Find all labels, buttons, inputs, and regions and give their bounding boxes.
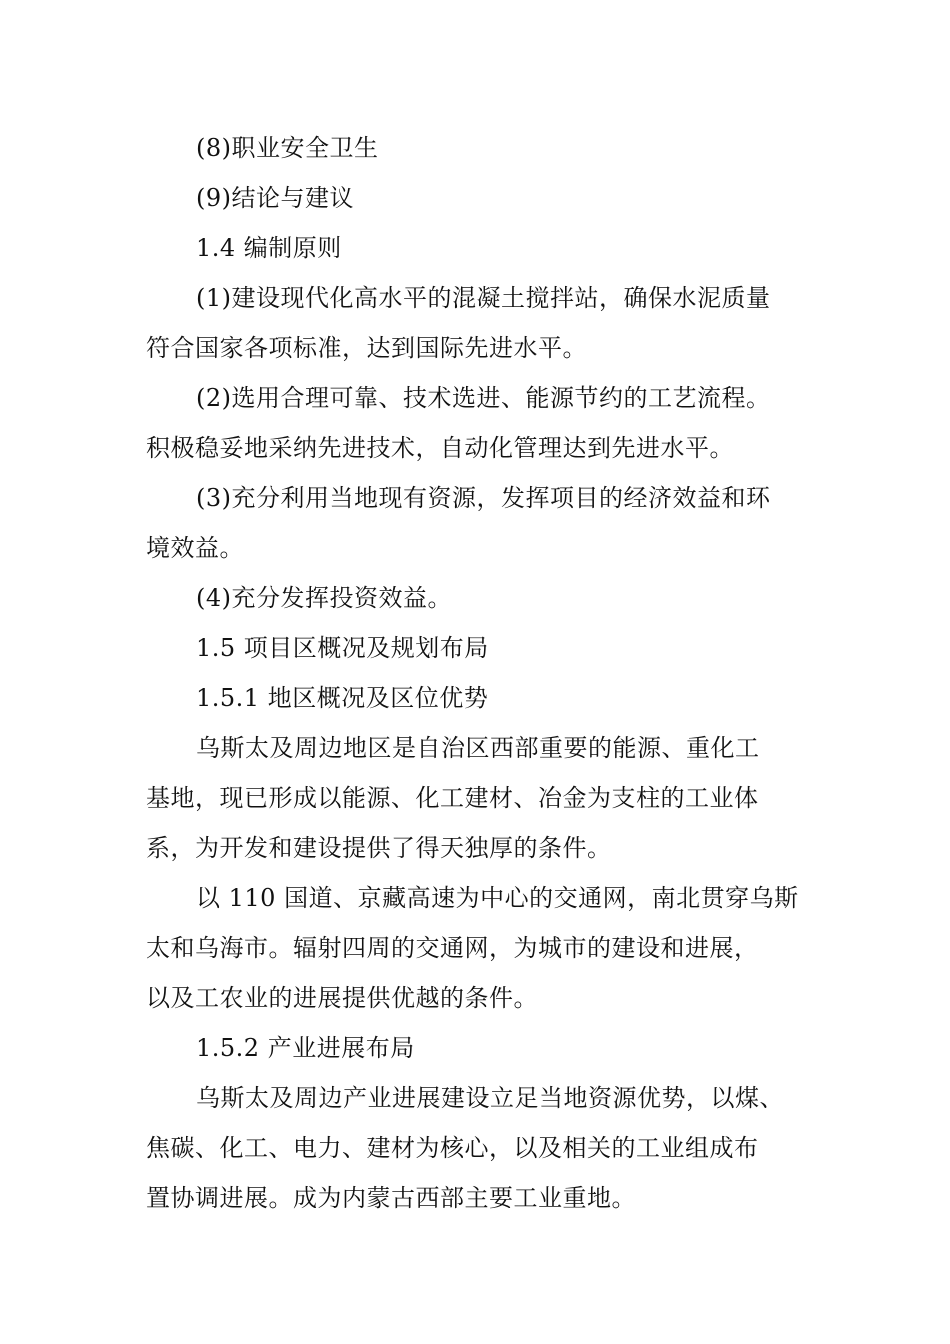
principle-2-line-1: (2)选用合理可靠、技术选进、能源节约的工艺流程。 xyxy=(196,384,771,412)
list-item-8: (8)职业安全卫生 xyxy=(196,134,379,162)
principle-3-line-2: 境效益。 xyxy=(146,534,244,562)
section-heading-1-4: 1.4 编制原则 xyxy=(196,234,342,262)
principle-1-line-2: 符合国家各项标准，达到国际先进水平。 xyxy=(146,334,587,362)
principle-4: (4)充分发挥投资效益。 xyxy=(196,584,452,612)
principle-1-line-1: (1)建设现代化高水平的混凝土搅拌站，确保水泥质量 xyxy=(196,284,771,312)
paragraph-traffic-line-2: 太和乌海市。辐射四周的交通网，为城市的建设和进展， xyxy=(146,934,759,962)
principle-2-line-2: 积极稳妥地采纳先进技术，自动化管理达到先进水平。 xyxy=(146,434,734,462)
section-heading-1-5: 1.5 项目区概况及规划布局 xyxy=(196,634,489,662)
paragraph-industry-line-1: 乌斯太及周边产业进展建设立足当地资源优势，以煤、 xyxy=(196,1084,784,1112)
paragraph-region-line-2: 基地，现已形成以能源、化工建材、冶金为支柱的工业体 xyxy=(146,784,759,812)
principle-3-line-1: (3)充分利用当地现有资源，发挥项目的经济效益和环 xyxy=(196,484,771,512)
paragraph-traffic-line-1: 以 110 国道、京藏高速为中心的交通网，南北贯穿乌斯 xyxy=(196,884,799,912)
paragraph-traffic-line-3: 以及工农业的进展提供优越的条件。 xyxy=(146,984,538,1012)
list-item-9: (9)结论与建议 xyxy=(196,184,354,212)
paragraph-region-line-3: 系，为开发和建设提供了得天独厚的条件。 xyxy=(146,834,612,862)
paragraph-region-line-1: 乌斯太及周边地区是自治区西部重要的能源、重化工 xyxy=(196,734,760,762)
section-heading-1-5-1: 1.5.1 地区概况及区位优势 xyxy=(196,684,489,712)
section-heading-1-5-2: 1.5.2 产业进展布局 xyxy=(196,1034,415,1062)
paragraph-industry-line-3: 置协调进展。成为内蒙古西部主要工业重地。 xyxy=(146,1184,636,1212)
paragraph-industry-line-2: 焦碳、化工、电力、建材为核心，以及相关的工业组成布 xyxy=(146,1134,759,1162)
